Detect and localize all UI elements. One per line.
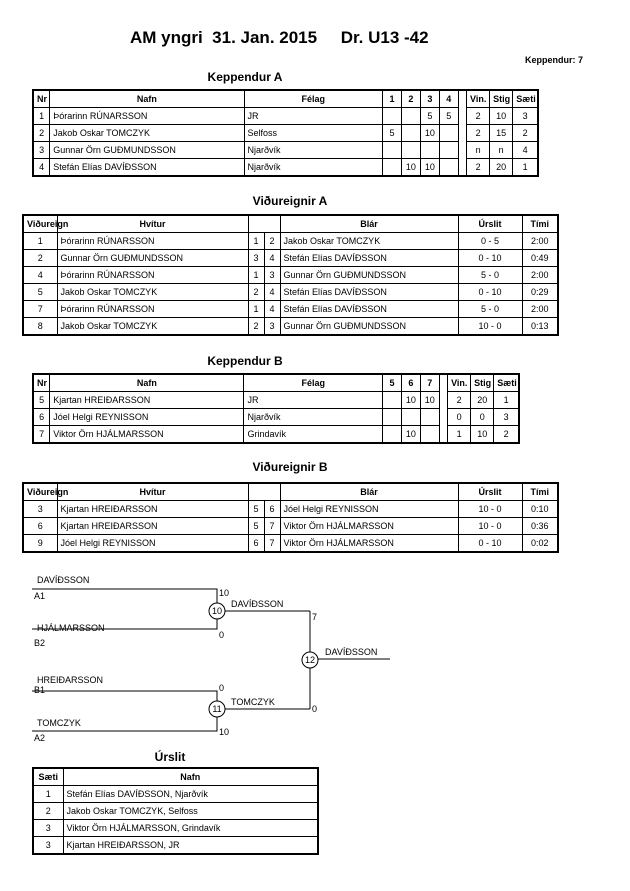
blue-number: 2 <box>264 233 280 250</box>
competitor-number: 4 <box>33 159 50 177</box>
competitor-row <box>33 409 519 426</box>
wins: 2 <box>467 108 490 125</box>
competitor-club: Njarðvík <box>244 409 383 426</box>
col-r1: 1 <box>383 90 402 108</box>
col-vidureign: Viðureign <box>23 483 57 501</box>
col-felag: Félag <box>244 90 383 108</box>
competitor-club: JR <box>244 392 383 409</box>
blue-competitor: Viktor Örn HJÁLMARSSON <box>280 518 458 535</box>
col-gap <box>439 374 447 392</box>
wins: 2 <box>448 392 471 409</box>
round-score: 10 <box>420 392 439 409</box>
competitor-row <box>33 426 519 444</box>
match-row <box>23 535 558 553</box>
col-r6: 6 <box>401 374 420 392</box>
result-name: Kjartan HREIÐARSSON, JR <box>63 837 318 855</box>
result-place: 3 <box>33 837 63 855</box>
place: 1 <box>494 392 519 409</box>
semi1-top-name: DAVÍÐSSON <box>37 575 90 585</box>
match-time: 0:29 <box>522 284 558 301</box>
match-number: 6 <box>23 518 57 535</box>
blue-number: 4 <box>264 250 280 267</box>
col-saeti: Sæti <box>494 374 519 392</box>
gap-cell <box>458 159 466 177</box>
col-r7: 7 <box>420 374 439 392</box>
col-hvitur: Hvítur <box>57 483 248 501</box>
points: 0 <box>471 409 494 426</box>
competitor-name: Þórarinn RÚNARSSON <box>50 108 244 125</box>
round-score <box>383 409 402 426</box>
col-urslit: Úrslit <box>458 215 522 233</box>
round-score <box>439 125 458 142</box>
col-r3: 3 <box>420 90 439 108</box>
points: 15 <box>490 125 513 142</box>
semi1-bottom-seed: B2 <box>34 638 46 648</box>
round-score <box>401 108 420 125</box>
round-score <box>383 142 402 159</box>
col-vin: Vin. <box>448 374 471 392</box>
match-row <box>23 301 558 318</box>
white-competitor: Kjartan HREIÐARSSON <box>57 518 248 535</box>
competitor-number: 3 <box>33 142 50 159</box>
match-time: 0:10 <box>522 501 558 518</box>
col-nafn: Nafn <box>50 374 244 392</box>
result-name: Viktor Örn HJÁLMARSSON, Grindavík <box>63 820 318 837</box>
matches-b-table <box>22 482 559 553</box>
blue-number: 3 <box>264 318 280 336</box>
round-score <box>401 125 420 142</box>
col-felag: Félag <box>244 374 383 392</box>
blue-number: 3 <box>264 267 280 284</box>
match-number: 5 <box>23 284 57 301</box>
col-vin: Vin. <box>467 90 490 108</box>
competitor-name: Gunnar Örn GUÐMUNDSSON <box>50 142 244 159</box>
match-result: 0 - 10 <box>458 535 522 553</box>
col-r4: 4 <box>439 90 458 108</box>
round-score <box>439 142 458 159</box>
competitor-name: Viktor Örn HJÁLMARSSON <box>50 426 244 444</box>
semi2-top-name: HREIÐARSSON <box>37 675 104 685</box>
competitor-row <box>33 125 538 142</box>
semi1-match-number: 10 <box>211 606 223 616</box>
gap-cell <box>439 426 447 444</box>
result-place: 3 <box>33 820 63 837</box>
col-blar: Blár <box>280 483 458 501</box>
competitor-name: Stefán Elías DAVÍÐSSON <box>50 159 244 177</box>
semi1-top-score: 10 <box>219 588 230 598</box>
match-row <box>23 518 558 535</box>
white-competitor: Þórarinn RÚNARSSON <box>57 267 248 284</box>
round-score <box>401 409 420 426</box>
round-score <box>383 426 402 444</box>
round-score: 5 <box>383 125 402 142</box>
white-number: 2 <box>248 284 264 301</box>
semi1-top-seed: A1 <box>34 591 46 601</box>
blue-number: 4 <box>264 301 280 318</box>
gap-cell <box>458 125 466 142</box>
points: 20 <box>490 159 513 177</box>
round-score: 10 <box>401 159 420 177</box>
match-result: 10 - 0 <box>458 518 522 535</box>
match-result: 0 - 5 <box>458 233 522 250</box>
competitor-club: Grindavík <box>244 426 383 444</box>
round-score: 10 <box>420 125 439 142</box>
col-nafn: Nafn <box>50 90 244 108</box>
results-table <box>32 767 319 855</box>
blue-competitor: Jóel Helgi REYNISSON <box>280 501 458 518</box>
col-saeti: Sæti <box>513 90 538 108</box>
wins: 0 <box>448 409 471 426</box>
place: 3 <box>513 108 538 125</box>
matches-a-table <box>22 214 559 336</box>
competitor-club: Njarðvík <box>244 142 383 159</box>
place: 1 <box>513 159 538 177</box>
semi2-winner-name: TOMCZYK <box>231 697 275 707</box>
round-score: 5 <box>420 108 439 125</box>
result-name: Stefán Elías DAVÍÐSSON, Njarðvík <box>63 786 318 803</box>
semi1-winner-name: DAVÍÐSSON <box>231 599 284 609</box>
semi2-final-score: 0 <box>312 704 318 714</box>
match-number: 2 <box>23 250 57 267</box>
match-row <box>23 250 558 267</box>
match-number: 8 <box>23 318 57 336</box>
round-score <box>420 142 439 159</box>
matches-b-title: Viðureignir B <box>252 460 328 474</box>
result-place: 2 <box>33 803 63 820</box>
competitor-number: 7 <box>33 426 50 444</box>
match-time: 2:00 <box>522 233 558 250</box>
points: 20 <box>471 392 494 409</box>
white-number: 5 <box>248 518 264 535</box>
white-competitor: Þórarinn RÚNARSSON <box>57 233 248 250</box>
match-time: 0:36 <box>522 518 558 535</box>
page-title: AM yngri 31. Jan. 2015 Dr. U13 -42 <box>130 28 429 47</box>
competitor-number: 5 <box>33 392 50 409</box>
match-time: 0:13 <box>522 318 558 336</box>
gap-cell <box>458 142 466 159</box>
round-score <box>383 392 402 409</box>
match-number: 3 <box>23 501 57 518</box>
place: 4 <box>513 142 538 159</box>
blue-competitor: Gunnar Örn GUÐMUNDSSON <box>280 267 458 284</box>
blue-number: 6 <box>264 501 280 518</box>
knockout-bracket <box>0 565 630 750</box>
match-result: 0 - 10 <box>458 284 522 301</box>
round-score: 5 <box>439 108 458 125</box>
points: n <box>490 142 513 159</box>
gap-cell <box>439 409 447 426</box>
col-stig: Stig <box>490 90 513 108</box>
match-result: 10 - 0 <box>458 501 522 518</box>
col-hvitur: Hvítur <box>57 215 248 233</box>
white-competitor: Jóel Helgi REYNISSON <box>57 535 248 553</box>
place: 2 <box>513 125 538 142</box>
group-a-title: Keppendur A <box>207 70 283 84</box>
competitor-number: 1 <box>33 108 50 125</box>
result-row <box>33 837 318 855</box>
competitor-name: Jakob Oskar TOMCZYK <box>50 125 244 142</box>
white-number: 2 <box>248 318 264 336</box>
competitor-row <box>33 108 538 125</box>
col-stig: Stig <box>471 374 494 392</box>
blue-competitor: Viktor Örn HJÁLMARSSON <box>280 535 458 553</box>
points: 10 <box>471 426 494 444</box>
result-name: Jakob Oskar TOMCZYK, Selfoss <box>63 803 318 820</box>
match-number: 7 <box>23 301 57 318</box>
blue-competitor: Stefán Elías DAVÍÐSSON <box>280 250 458 267</box>
match-row <box>23 501 558 518</box>
white-number: 1 <box>248 233 264 250</box>
white-competitor: Þórarinn RÚNARSSON <box>57 301 248 318</box>
blue-competitor: Stefán Elías DAVÍÐSSON <box>280 284 458 301</box>
group-a-table <box>32 89 539 177</box>
points: 10 <box>490 108 513 125</box>
group-b-table <box>32 373 520 444</box>
col-blar: Blár <box>280 215 458 233</box>
result-place: 1 <box>33 786 63 803</box>
competitor-row <box>33 142 538 159</box>
semi1-bottom-name: HJÁLMARSSON <box>37 623 105 633</box>
blue-number: 7 <box>264 535 280 553</box>
col-r5: 5 <box>383 374 402 392</box>
match-result: 0 - 10 <box>458 250 522 267</box>
competitors-count: Keppendur: 7 <box>525 55 584 65</box>
match-result: 5 - 0 <box>458 301 522 318</box>
col-urslit: Úrslit <box>458 483 522 501</box>
round-score <box>439 159 458 177</box>
round-score <box>383 159 402 177</box>
blue-number: 4 <box>264 284 280 301</box>
competitor-club: Selfoss <box>244 125 383 142</box>
round-score <box>401 142 420 159</box>
semi2-bottom-name: TOMCZYK <box>37 718 81 728</box>
match-row <box>23 284 558 301</box>
results-title: Úrslit <box>154 750 186 764</box>
match-time: 0:49 <box>522 250 558 267</box>
wins: n <box>467 142 490 159</box>
competitor-name: Kjartan HREIÐARSSON <box>50 392 244 409</box>
white-number: 5 <box>248 501 264 518</box>
match-time: 2:00 <box>522 267 558 284</box>
match-result: 10 - 0 <box>458 318 522 336</box>
competitor-club: Njarðvík <box>244 159 383 177</box>
result-row <box>33 803 318 820</box>
col-nr: Nr <box>33 374 50 392</box>
white-number: 3 <box>248 250 264 267</box>
col-vidureign: Viðureign <box>23 215 57 233</box>
white-competitor: Jakob Oskar TOMCZYK <box>57 318 248 336</box>
match-number: 9 <box>23 535 57 553</box>
competitor-row <box>33 159 538 177</box>
place: 2 <box>494 426 519 444</box>
round-score: 10 <box>401 426 420 444</box>
blue-competitor: Gunnar Örn GUÐMUNDSSON <box>280 318 458 336</box>
wins: 2 <box>467 159 490 177</box>
col-timi: Tími <box>522 215 558 233</box>
match-row <box>23 233 558 250</box>
final-winner-name: DAVÍÐSSON <box>325 647 378 657</box>
wins: 1 <box>448 426 471 444</box>
round-score <box>420 426 439 444</box>
blue-number: 7 <box>264 518 280 535</box>
white-competitor: Jakob Oskar TOMCZYK <box>57 284 248 301</box>
competitor-name: Jóel Helgi REYNISSON <box>50 409 244 426</box>
semi2-bottom-seed: A2 <box>34 733 46 743</box>
round-score <box>420 409 439 426</box>
white-competitor: Gunnar Örn GUÐMUNDSSON <box>57 250 248 267</box>
blue-competitor: Stefán Elías DAVÍÐSSON <box>280 301 458 318</box>
competitor-row <box>33 392 519 409</box>
place: 3 <box>494 409 519 426</box>
white-number: 1 <box>248 301 264 318</box>
round-score: 10 <box>401 392 420 409</box>
white-competitor: Kjartan HREIÐARSSON <box>57 501 248 518</box>
col-saeti: Sæti <box>33 768 63 786</box>
semi2-bottom-score: 10 <box>219 727 230 737</box>
result-row <box>33 820 318 837</box>
competitor-number: 2 <box>33 125 50 142</box>
match-time: 0:02 <box>522 535 558 553</box>
match-number: 1 <box>23 233 57 250</box>
match-result: 5 - 0 <box>458 267 522 284</box>
white-number: 6 <box>248 535 264 553</box>
blue-competitor: Jakob Oskar TOMCZYK <box>280 233 458 250</box>
col-nafn: Nafn <box>63 768 318 786</box>
semi1-bottom-score: 0 <box>219 630 225 640</box>
semi2-top-seed: B1 <box>34 685 46 695</box>
matches-a-title: Viðureignir A <box>252 194 328 208</box>
semi1-final-score: 7 <box>312 612 318 622</box>
match-row <box>23 267 558 284</box>
result-row <box>33 786 318 803</box>
round-score <box>383 108 402 125</box>
round-score: 10 <box>420 159 439 177</box>
gap-cell <box>439 392 447 409</box>
final-match-number: 12 <box>304 655 316 665</box>
competitor-club: JR <box>244 108 383 125</box>
match-time: 2:00 <box>522 301 558 318</box>
wins: 2 <box>467 125 490 142</box>
white-number: 1 <box>248 267 264 284</box>
match-row <box>23 318 558 336</box>
col-timi: Tími <box>522 483 558 501</box>
semi2-top-score: 0 <box>219 683 225 693</box>
semi2-match-number: 11 <box>212 704 222 714</box>
col-r2: 2 <box>401 90 420 108</box>
col-nr: Nr <box>33 90 50 108</box>
match-number: 4 <box>23 267 57 284</box>
gap-cell <box>458 108 466 125</box>
group-b-title: Keppendur B <box>207 354 283 368</box>
col-gap <box>458 90 466 108</box>
competitor-number: 6 <box>33 409 50 426</box>
